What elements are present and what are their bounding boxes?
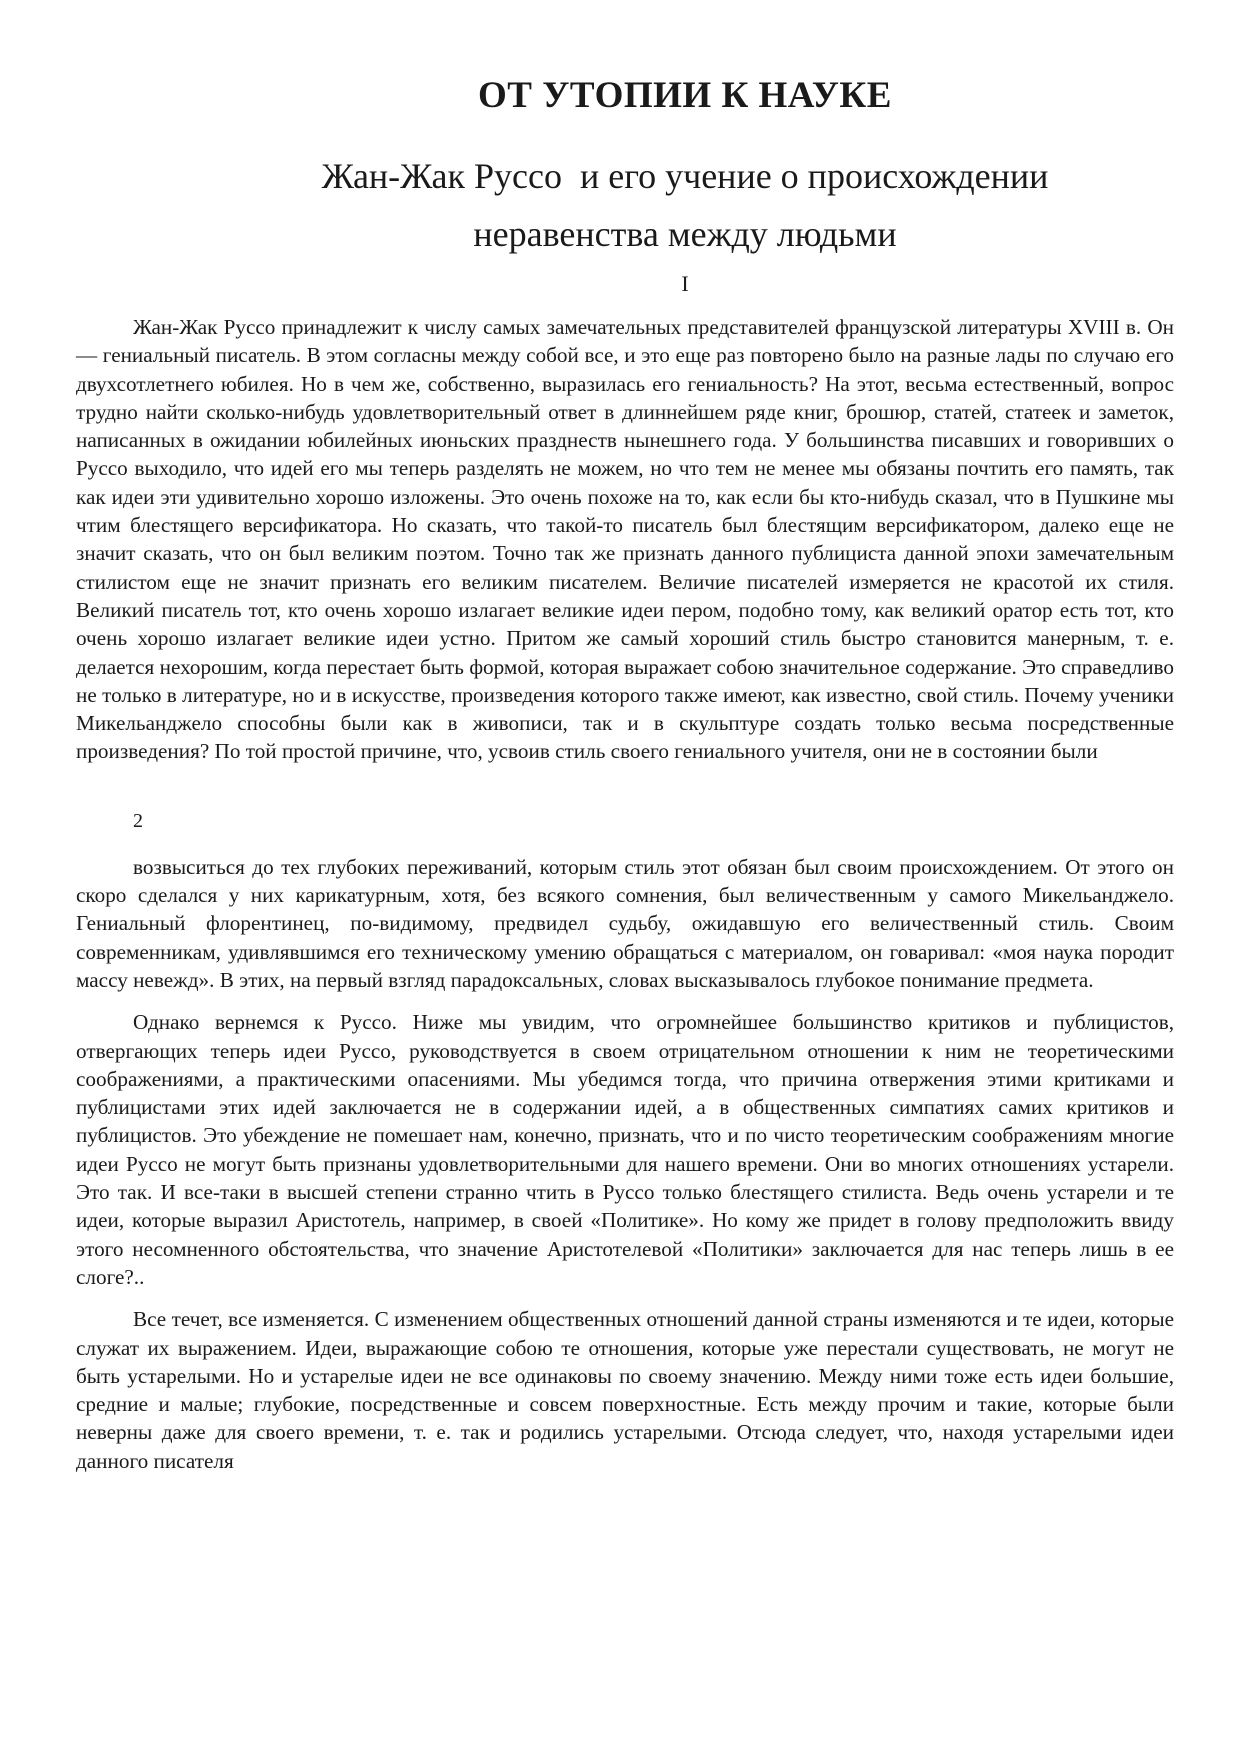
- section-number: I: [681, 271, 689, 296]
- paragraph-1: Жан-Жак Руссо принадлежит к числу самых замечательных представителей французской литературы XVIII в. Он — гениальный писатель. В этом согласны между собой все, и это еще раз повторено было на разные лады по случаю его двухсотлетнего юбилея. Но в чем же, собственно, выразилась его гениальность? На этот, весьма естественный, вопрос трудно найти сколько-нибудь удовлетворительный ответ в длиннейшем ряде книг, брошюр, статей, статеек и заметок, написанных в ожидании юбилейных июньских празднеств нынешнего года. У большинства писавших и говоривших о Руссо выходило, что идей его мы теперь разделять не можем, но что тем не менее мы обязаны почтить его память, так как идеи эти удивительно хорошо изложены. Это очень похоже на то, как если бы кто-нибудь сказал, что в Пушкине мы чтим блестящего версификатора. Но сказать, что такой-то писатель был блестящим версификатором, далеко еще не значит сказать, что он был великим поэтом. Точно так же признать данного публициста данной эпохи замечательным стилистом еще не значит признать его великим писателем. Величие писателей измеряется не красотой их стиля. Великий писатель тот, кто очень хорошо излагает великие идеи пером, подобно тому, как великий оратор есть тот, кто очень хорошо излагает великие идеи устно. Притом же самый хороший стиль быстро становится манерным, т. е. делается нехорошим, когда перестает быть формой, которая выражает собою значительное содержание. Это справедливо не только в литературе, но и в искусстве, произведения которого также имеют, как известно, свой стиль. Почему ученики Микельанджело способны были как в живописи, так и в скульптуре создать только весьма посредственные произведения? По той простой причине, что, усвоив стиль своего гениального учителя, они не в состоянии были: [76, 315, 1174, 764]
- document-page: [76, 0, 1174, 1475]
- page-number: 2: [133, 809, 143, 832]
- paragraph-3: Однако вернемся к Руссо. Ниже мы увидим, что огромнейшее большинство критиков и публицистов, отвергающих теперь идеи Руссо, руководствуется в своем отрицательном отношении к ним не теоретическими соображениями, а практическими опасениями. Мы убедимся тогда, что причина отвержения этими критиками и публицистами этих идей заключается не в содержании идей, а в общественных симпатиях самих критиков и публицистов. Это убеждение не помешает нам, конечно, признать, что и по чисто теоретическим соображениям многие идеи Руссо не могут быть признаны удовлетворительными для нашего времени. Они во многих отношениях устарели. Это так. И все-таки в высшей степени странно чтить в Руссо только блестящего стилиста. Ведь очень устарели и те идеи, которые выразил Аристотель, например, в своей «Политике». Но кому же придет в голову предположить ввиду этого несомненного обстоятельства, что значение Аристотелевой «Политики» заключается для нас теперь лишь в ее слоге?..: [76, 1010, 1174, 1289]
- subtitle-line-1: Жан-Жак Руссо и его учение о происхождении: [321, 156, 1049, 196]
- paragraph-4: Все течет, все изменяется. С изменением общественных отношений данной страны изменяются и те идеи, которые служат их выражением. Идеи, выражающие собою те отношения, которые уже перестали существовать, не могут не быть устарелыми. Но и устарелые идеи не все одинаковы по своему значению. Между ними тоже есть идеи большие, средние и малые; глубокие, посредственные и совсем поверхностные. Есть между прочим и такие, которые были неверны даже для своего времени, т. е. так и родились устарелыми. Отсюда следует, что, находя устарелыми идеи данного писателя: [76, 1307, 1174, 1473]
- paragraph-2: возвыситься до тех глубоких переживаний, которым стиль этот обязан был своим происхождением. От этого он скоро сделался у них карикатурным, хотя, без всякого сомнения, был величественным у самого Микельанджело. Гениальный флорентинец, по-видимому, предвидел судьбу, ожидавшую его величественный стиль. Своим современникам, удивлявшимся его техническому умению обращаться с материалом, он говаривал: «моя наука породит массу невежд». В этих, на первый взгляд парадоксальных, словах высказывалось глубокое понимание предмета.: [76, 854, 1174, 992]
- main-title: ОТ УТОПИИ К НАУКЕ: [478, 75, 892, 116]
- subtitle-line-2: неравенства между людьми: [473, 214, 897, 254]
- subtitle: [76, 147, 1174, 263]
